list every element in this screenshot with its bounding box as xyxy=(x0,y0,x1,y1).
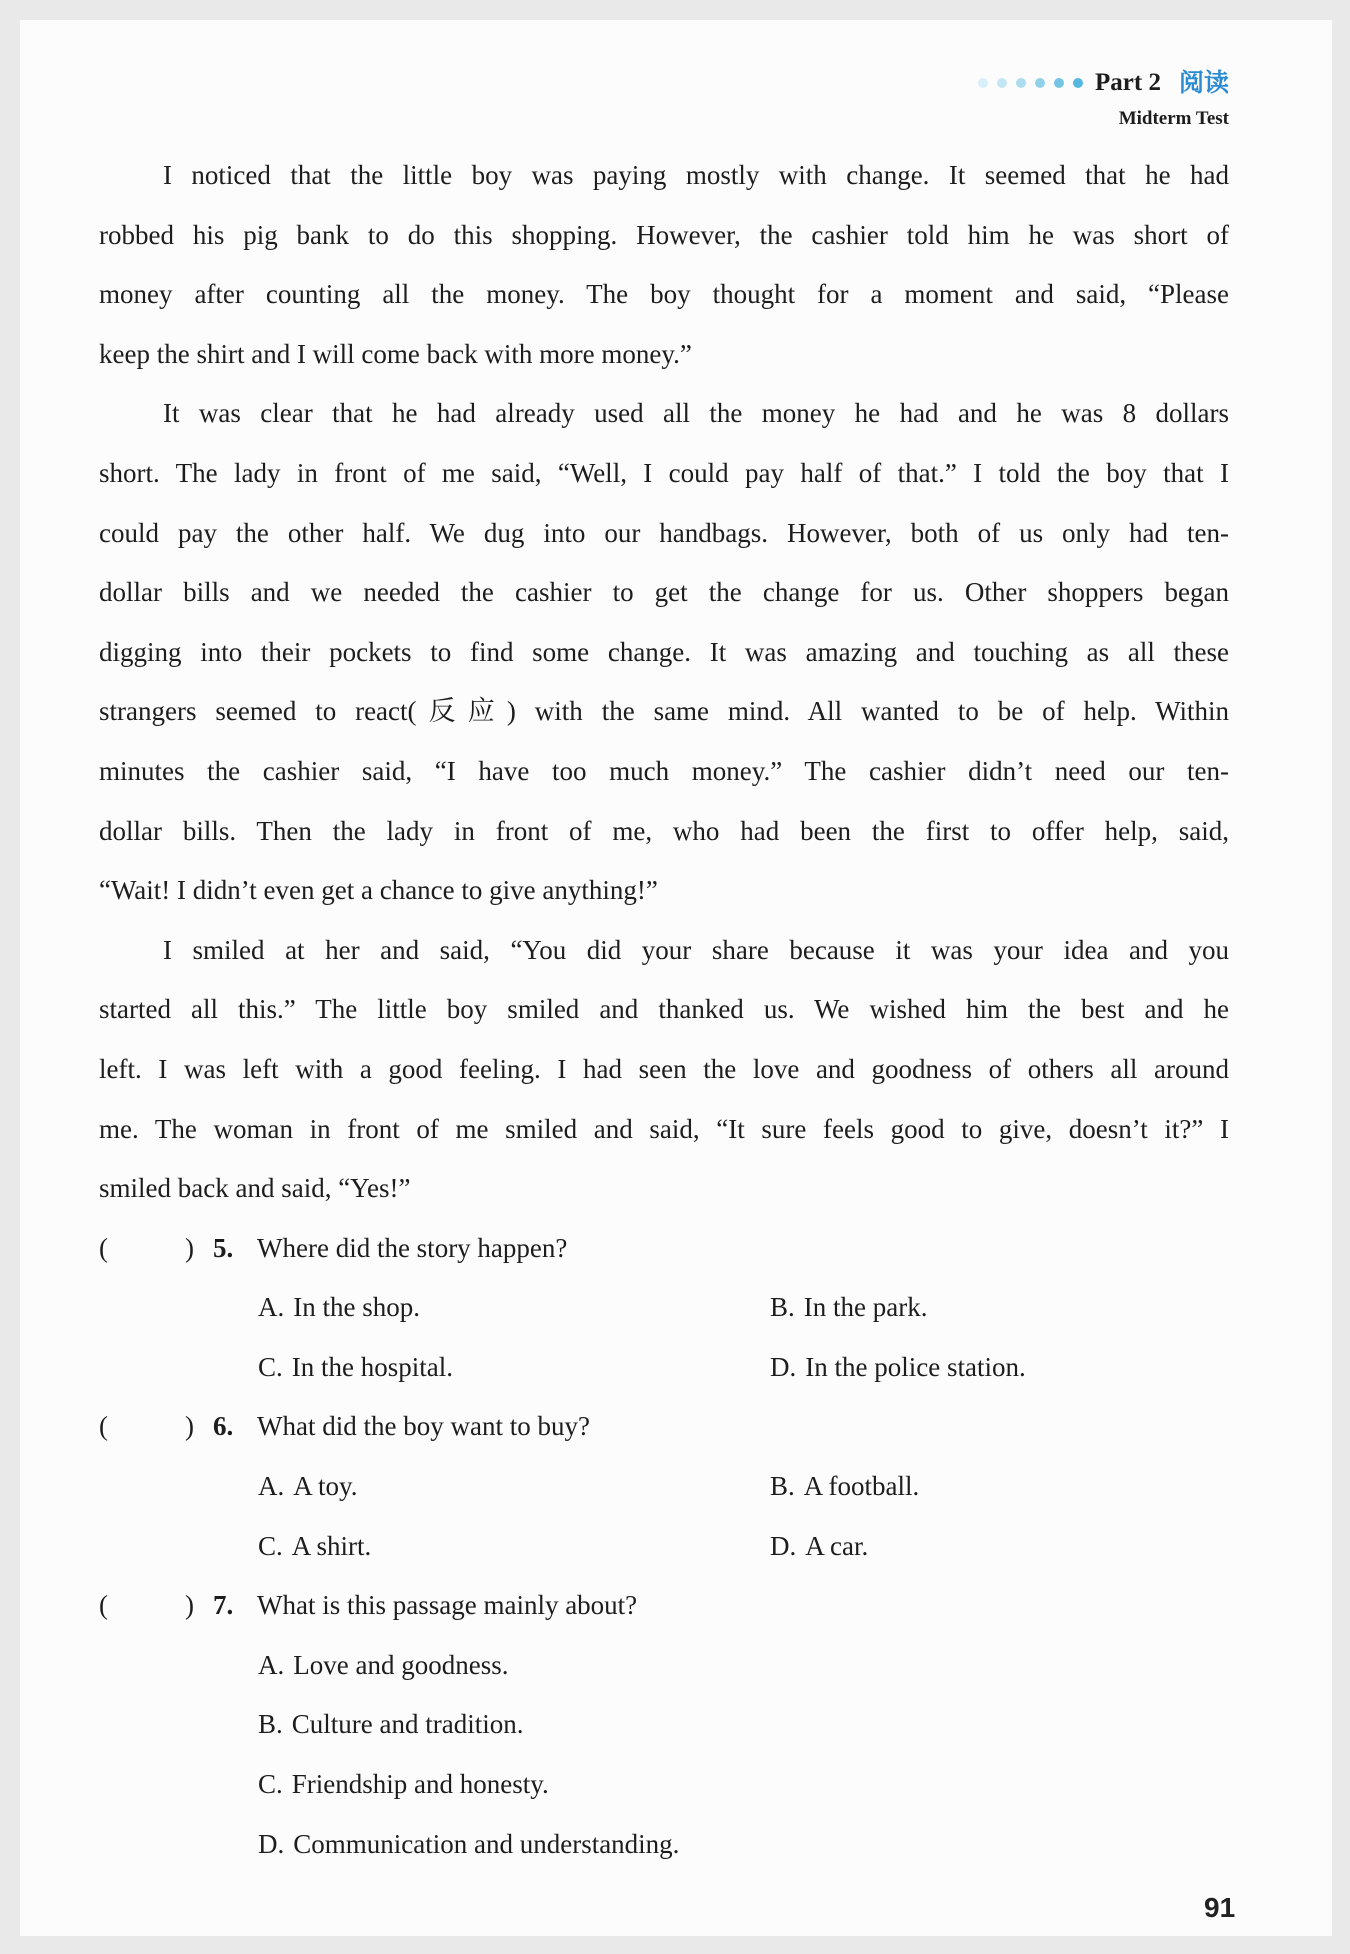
option-row xyxy=(99,1457,1229,1517)
option-text: A football. xyxy=(803,1471,920,1502)
passage-line: money after counting all the money. The boy thought for a moment and said, “Please xyxy=(99,279,1229,310)
question-list xyxy=(99,1219,1229,1875)
passage-line: robbed his pig bank to do this shopping. However, the cashier told him he was short of xyxy=(99,219,1229,250)
paragraph xyxy=(99,921,1229,1219)
answer-bracket-close: ) xyxy=(185,1232,194,1263)
answer-option xyxy=(258,1457,358,1517)
option-label: D. xyxy=(770,1530,797,1561)
passage-line: I noticed that the little boy was paying mostly with change. It seemed that he had xyxy=(163,160,1229,190)
passage-line: digging into their pockets to find some change. It was amazing and touching as all these xyxy=(99,636,1229,667)
answer-option xyxy=(258,1517,371,1577)
option-row xyxy=(99,1636,1229,1696)
option-label: D. xyxy=(770,1351,797,1382)
passage-line: dollar bills. Then the lady in front of me, who had been the first to offer help, said, xyxy=(99,815,1229,846)
question-item xyxy=(99,1576,1229,1874)
part-label: Part 2 xyxy=(1095,69,1161,96)
option-text: A toy. xyxy=(293,1471,358,1502)
answer-option xyxy=(258,1695,523,1755)
page-number: 91 xyxy=(1204,1892,1236,1923)
answer-bracket-open: ( xyxy=(99,1590,108,1621)
answer-option xyxy=(770,1517,868,1577)
answer-option xyxy=(258,1636,508,1696)
passage-line: “Wait! I didn’t even get a chance to give anything!” xyxy=(99,875,658,906)
option-text: In the park. xyxy=(803,1292,928,1323)
answer-option xyxy=(770,1278,927,1338)
reading-passage xyxy=(99,146,1229,1219)
passage-line: It was clear that he had already used all the money he had and he was 8 dollars xyxy=(163,398,1229,429)
bullet-dot-icon xyxy=(1054,78,1064,88)
answer-option xyxy=(258,1815,679,1875)
question-text: What is this passage mainly about? xyxy=(257,1590,638,1621)
option-label: B. xyxy=(770,1471,795,1502)
option-text: Culture and tradition. xyxy=(291,1709,524,1740)
answer-bracket-open: ( xyxy=(99,1411,108,1442)
passage-line: dollar bills and we needed the cashier to get the change for us. Other shoppers began xyxy=(99,577,1229,608)
option-label: B. xyxy=(770,1292,795,1323)
question-number: 6. xyxy=(213,1411,234,1442)
passage-line: minutes the cashier said, “I have too much money.” The cashier didn’t need our ten- xyxy=(99,755,1229,786)
passage-line: me. The woman in front of me smiled and said, “It sure feels good to give, doesn’t it?” I xyxy=(99,1113,1229,1144)
option-label: D. xyxy=(258,1828,285,1859)
answer-option xyxy=(258,1755,549,1815)
test-subtitle: Midterm Test xyxy=(1118,108,1229,129)
section-header xyxy=(978,66,1229,100)
passage-line: started all this.” The little boy smiled and thanked us. We wished him the best and he xyxy=(99,994,1229,1025)
option-row xyxy=(99,1695,1229,1755)
option-label: B. xyxy=(258,1709,283,1740)
header-dots xyxy=(978,78,1083,88)
passage-line: left. I was left with a good feeling. I had seen the love and goodness of others all around xyxy=(99,1053,1229,1084)
paragraph xyxy=(99,384,1229,920)
answer-bracket-close: ) xyxy=(185,1590,194,1621)
passage-line: could pay the other half. We dug into our handbags. However, both of us only had ten- xyxy=(99,517,1229,548)
option-text: Love and goodness. xyxy=(293,1649,509,1680)
option-row xyxy=(99,1755,1229,1815)
bullet-dot-icon xyxy=(1073,78,1083,88)
passage-line: I smiled at her and said, “You did your share because it was your idea and you xyxy=(163,934,1229,965)
question-number: 7. xyxy=(213,1590,234,1621)
option-label: A. xyxy=(258,1471,285,1502)
question-item xyxy=(99,1219,1229,1398)
question-number: 5. xyxy=(213,1232,234,1263)
answer-option xyxy=(770,1338,1026,1398)
option-label: C. xyxy=(258,1351,283,1382)
option-row xyxy=(99,1517,1229,1577)
passage-line: keep the shirt and I will come back with more money.” xyxy=(99,338,692,369)
bullet-dot-icon xyxy=(997,78,1007,88)
option-label: A. xyxy=(258,1292,285,1323)
answer-bracket-open: ( xyxy=(99,1232,108,1263)
option-text: Communication and understanding. xyxy=(293,1828,680,1859)
answer-option xyxy=(258,1338,453,1398)
question-item xyxy=(99,1397,1229,1576)
question-text: What did the boy want to buy? xyxy=(257,1411,590,1442)
question-row xyxy=(99,1576,1229,1636)
option-label: A. xyxy=(258,1649,285,1680)
option-text: Friendship and honesty. xyxy=(291,1769,549,1800)
question-text: Where did the story happen? xyxy=(257,1232,568,1263)
option-text: A car. xyxy=(805,1530,869,1561)
option-label: C. xyxy=(258,1530,283,1561)
bullet-dot-icon xyxy=(1035,78,1045,88)
paragraph xyxy=(99,146,1229,384)
question-row xyxy=(99,1397,1229,1457)
question-row xyxy=(99,1219,1229,1279)
bullet-dot-icon xyxy=(1016,78,1026,88)
answer-option xyxy=(770,1457,919,1517)
option-text: In the police station. xyxy=(805,1351,1026,1382)
answer-option xyxy=(258,1278,420,1338)
passage-line: smiled back and said, “Yes!” xyxy=(99,1173,411,1204)
section-label: 阅读 xyxy=(1178,68,1229,97)
option-text: In the hospital. xyxy=(291,1351,453,1382)
passage-line: short. The lady in front of me said, “Well, I could pay half of that.” I told the boy that I xyxy=(99,457,1229,488)
answer-bracket-close: ) xyxy=(185,1411,194,1442)
bullet-dot-icon xyxy=(978,78,988,88)
option-row xyxy=(99,1815,1229,1875)
page-content xyxy=(99,146,1229,1874)
passage-line: strangers seemed to react(反应) with the same mind. All wanted to be of help. Within xyxy=(99,696,1229,727)
option-row xyxy=(99,1278,1229,1338)
option-label: C. xyxy=(258,1769,283,1800)
option-row xyxy=(99,1338,1229,1398)
option-text: In the shop. xyxy=(293,1292,420,1323)
option-text: A shirt. xyxy=(291,1530,372,1561)
